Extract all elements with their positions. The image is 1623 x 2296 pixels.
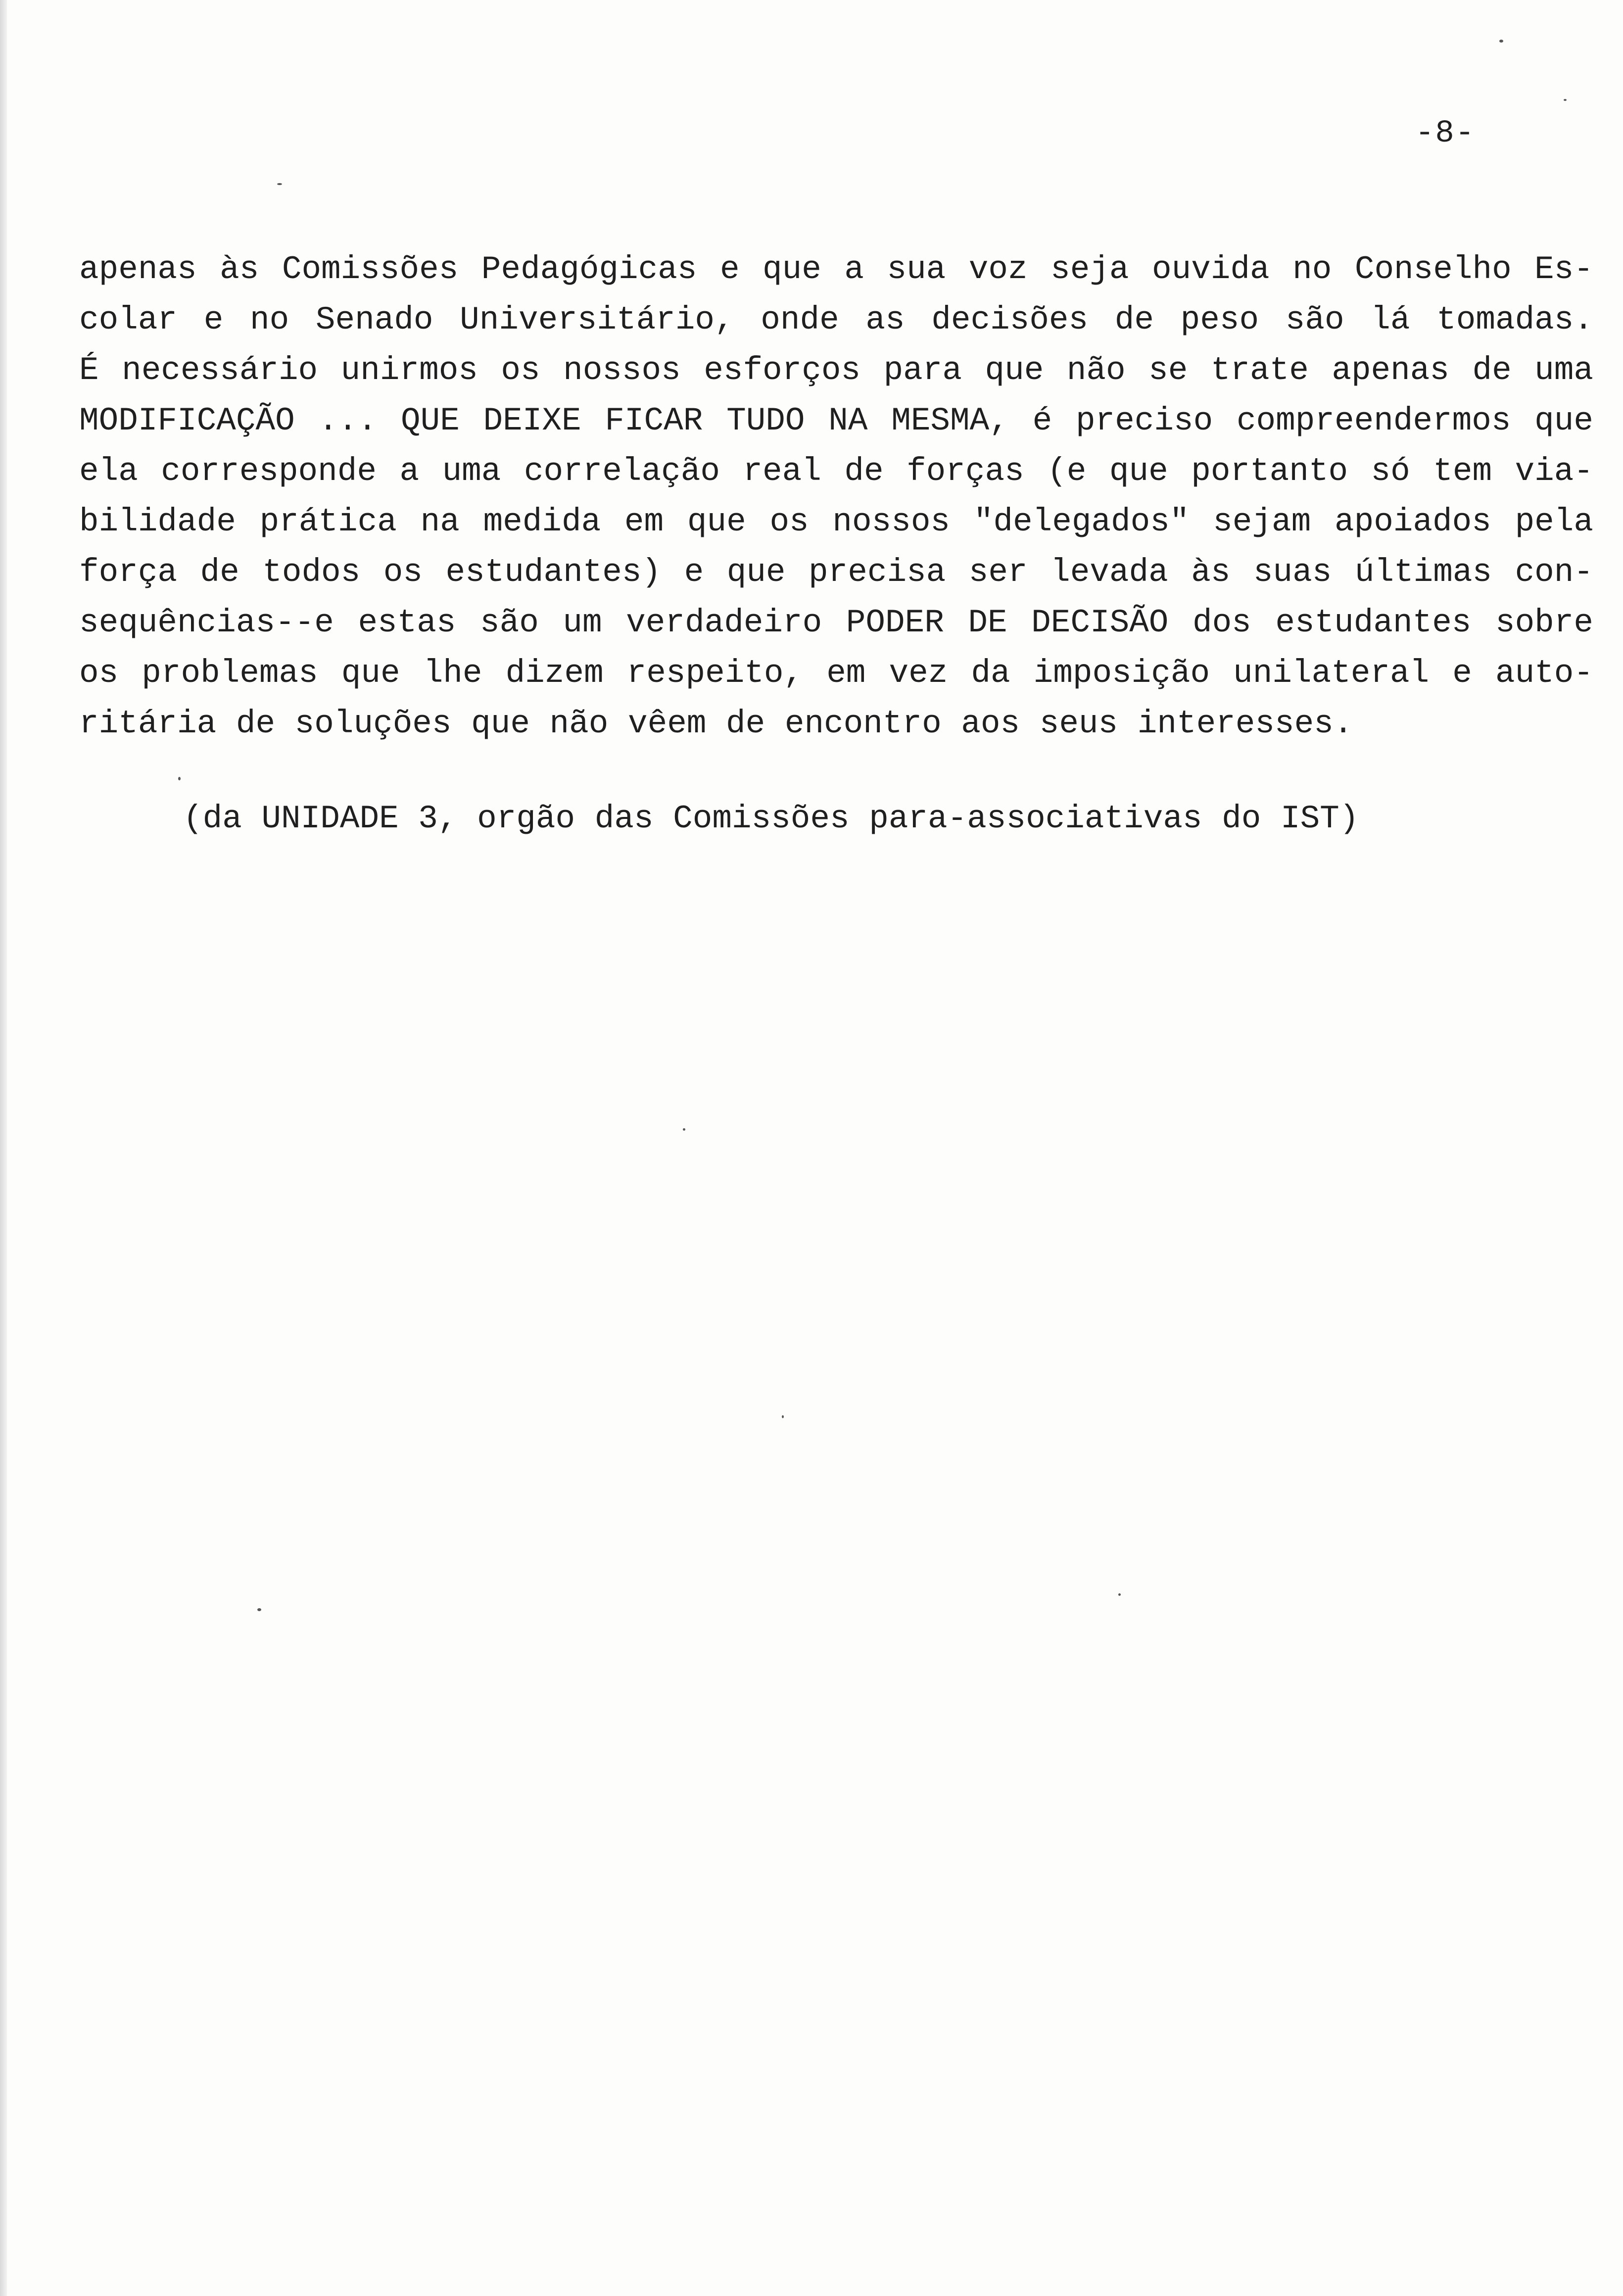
- scan-speck: [257, 1608, 261, 1611]
- scan-speck: [683, 1128, 685, 1131]
- paragraph-line: ritária de soluções que não vêem de encontro aos seus interesses.: [79, 705, 1353, 742]
- paragraph-line: ela corresponde a uma correlação real de forças (e que portanto só tem via-: [79, 453, 1593, 490]
- paragraph-line: sequências--e estas são um verdadeiro PODER DE DECISÃO dos estudantes sobre: [79, 604, 1593, 641]
- paragraph-line: É necessário unirmos os nossos esforços para que não se trate apenas de uma: [79, 352, 1593, 389]
- scan-left-edge: [0, 0, 7, 2296]
- scan-speck: [1499, 40, 1503, 43]
- paragraph-line: força de todos os estudantes) e que precisa ser levada às suas últimas con-: [79, 554, 1593, 591]
- body-paragraph: [79, 244, 1593, 749]
- source-attribution: (da UNIDADE 3, orgão das Comissões para-associativas do IST): [183, 800, 1359, 837]
- paragraph-line: MODIFICAÇÃO ... QUE DEIXE FICAR TUDO NA MESMA, é preciso compreendermos que: [79, 402, 1593, 439]
- scan-speck: [782, 1415, 784, 1418]
- scan-speck: [178, 777, 181, 780]
- paragraph-line: colar e no Senado Universitário, onde as decisões de peso são lá tomadas.: [79, 301, 1593, 338]
- page-number: -8-: [1415, 116, 1476, 151]
- scan-speck: [1564, 99, 1567, 101]
- scan-speck: [277, 183, 282, 185]
- paragraph-line: apenas às Comissões Pedagógicas e que a sua voz seja ouvida no Conselho Es-: [79, 251, 1593, 288]
- paragraph-line: bilidade prática na medida em que os nossos "delegados" sejam apoiados pela: [79, 503, 1593, 540]
- paragraph-line: os problemas que lhe dizem respeito, em vez da imposição unilateral e auto-: [79, 655, 1593, 692]
- scan-speck: [1118, 1593, 1121, 1596]
